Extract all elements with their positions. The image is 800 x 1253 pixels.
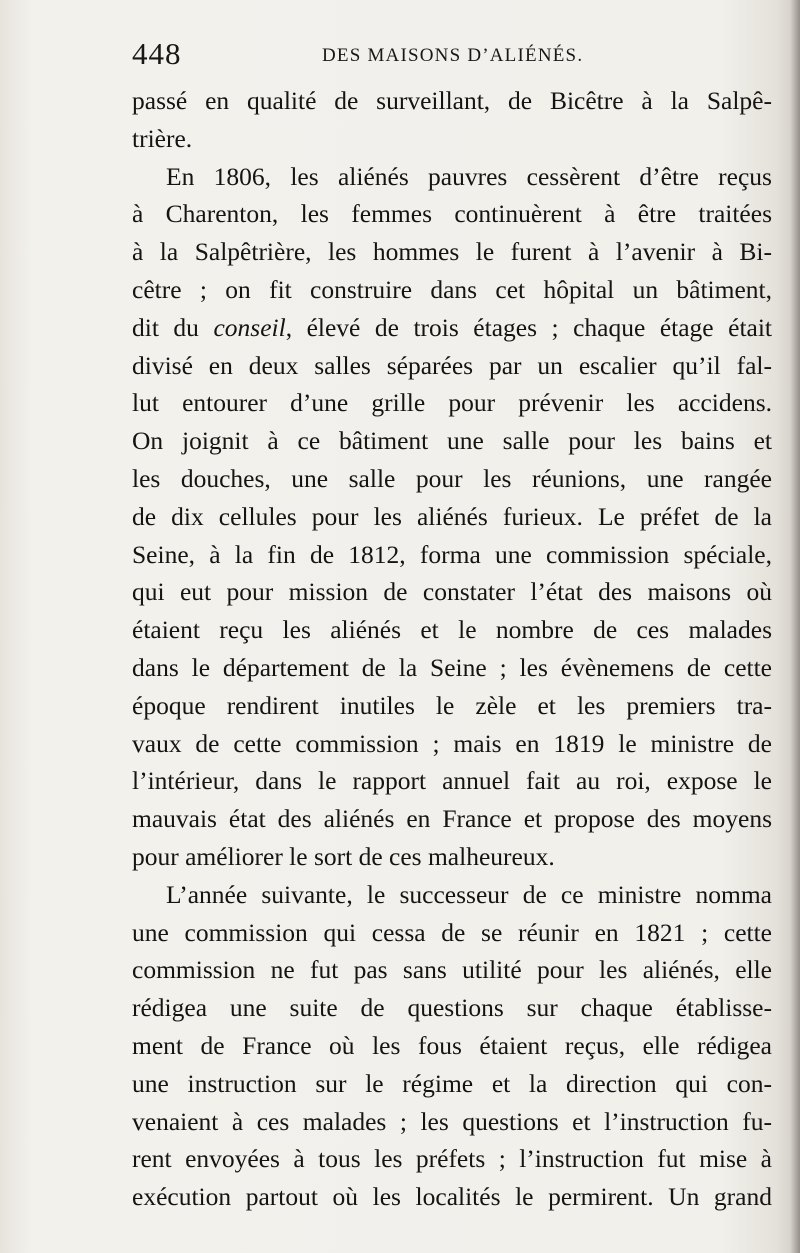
text-line: divisé en deux salles séparées par un escalier qu’il fal- — [132, 350, 772, 380]
page-number: 448 — [132, 36, 182, 71]
running-title: DES MAISONS D’ALIÉNÉS. — [322, 45, 584, 66]
text-line: En 1806, les aliénés pauvres cessèrent d’être reçus — [166, 161, 772, 191]
text-line: une instruction sur le régime et la direction qui con- — [132, 1068, 772, 1098]
text-line: rédigea une suite de questions sur chaque établisse- — [132, 993, 772, 1023]
text-line: pour améliorer le sort de ces malheureux. — [132, 841, 555, 871]
running-head — [132, 34, 772, 78]
text-line: cêtre ; on fit construire dans cet hôpital un bâtiment, — [132, 274, 772, 304]
text-line: Seine, à la fin de 1812, forma une commission spéciale, — [132, 539, 772, 569]
text-line: exécution partout où les localités le permirent. Un grand — [132, 1182, 772, 1212]
text-line: qui eut pour mission de constater l’état des maisons où — [132, 577, 772, 607]
text-line: les douches, une salle pour les réunions, une rangée — [132, 463, 772, 493]
text-line: dit du conseil, élevé de trois étages ; chaque étage était — [132, 312, 773, 342]
text-line: ment de France où les fous étaient reçus, elle rédigea — [132, 1030, 772, 1060]
text-line: passé en qualité de surveillant, de Bicêtre à la Salpê- — [132, 86, 772, 115]
text-line: à Charenton, les femmes continuèrent à être traitées — [132, 199, 772, 229]
text-line: lut entourer d’une grille pour prévenir les accidens. — [132, 388, 772, 418]
emphasized-word: conseil — [213, 312, 286, 342]
text-line: époque rendirent inutiles le zèle et les premiers tra- — [132, 690, 772, 720]
text-line: à la Salpêtrière, les hommes le furent à l’avenir à Bi- — [132, 237, 772, 267]
text-line: trière. — [132, 123, 193, 153]
text-line: dans le département de la Seine ; les évènemens de cette — [132, 652, 772, 682]
text-line: de dix cellules pour les aliénés furieux. Le préfet de la — [132, 501, 772, 531]
text-line: On joignit à ce bâtiment une salle pour les bains et — [132, 426, 772, 456]
text-line: commission ne fut pas sans utilité pour les aliénés, elle — [132, 955, 772, 985]
text-line: l’intérieur, dans le rapport annuel fait au roi, expose le — [132, 766, 772, 796]
text-line: étaient reçu les aliénés et le nombre de ces malades — [132, 615, 772, 645]
page-edge-shadow — [790, 0, 800, 1253]
text-line: une commission qui cessa de se réunir en 1821 ; cette — [132, 917, 772, 947]
body-text — [132, 82, 772, 1216]
text-line: rent envoyées à tous les préfets ; l’instruction fut mise à — [132, 1144, 772, 1174]
text-line: mauvais état des aliénés en France et propose des moyens — [132, 804, 772, 834]
text-line: venaient à ces malades ; les questions et l’instruction fu- — [132, 1106, 772, 1136]
text-line: vaux de cette commission ; mais en 1819 le ministre de — [132, 728, 772, 758]
text-line: L’année suivante, le successeur de ce ministre nomma — [166, 879, 772, 909]
